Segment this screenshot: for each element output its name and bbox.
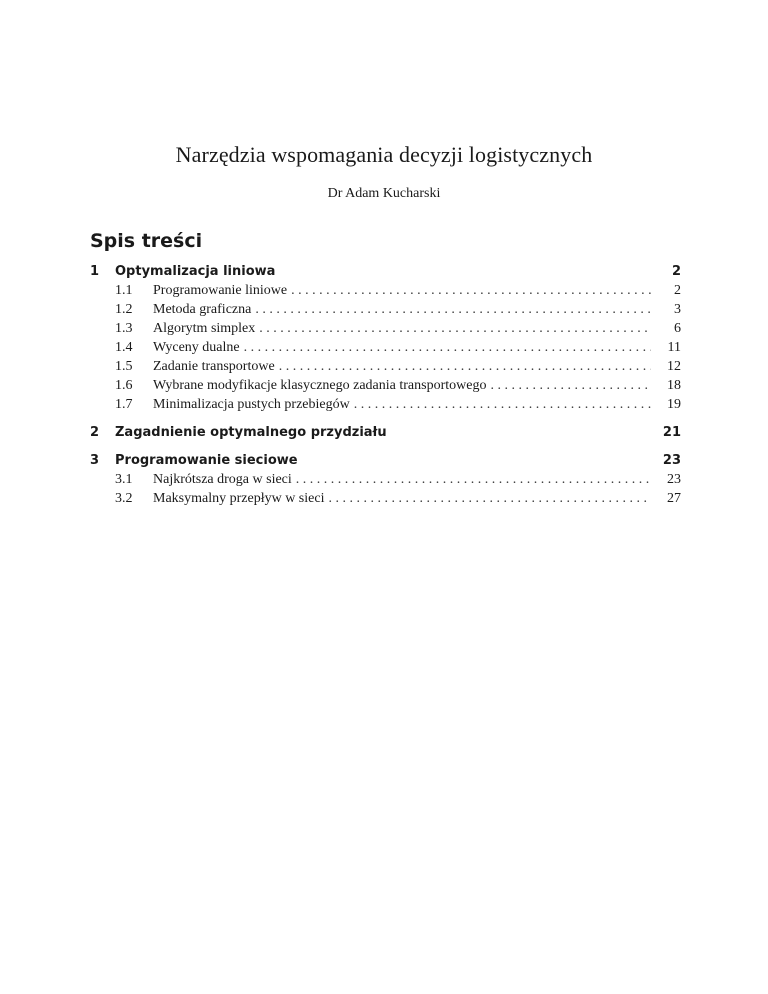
- toc-page-number: 23: [662, 453, 681, 468]
- document-title: Narzędzia wspomagania decyzji logistycznych: [175, 142, 593, 167]
- toc-section-number: 3: [90, 453, 100, 468]
- toc-entry-3-1[interactable]: [90, 470, 681, 489]
- toc-leader-dots: [244, 338, 651, 357]
- toc-entry-title: Najkrótsza droga w sieci: [153, 472, 292, 487]
- toc-entry-3-2[interactable]: [90, 489, 681, 508]
- toc-entry-1-5[interactable]: [90, 357, 681, 376]
- toc-page-number: 19: [667, 397, 681, 412]
- toc-section-number: 2: [90, 425, 100, 440]
- toc-entry-title: Programowanie liniowe: [153, 283, 288, 298]
- toc-leader-dots: [490, 376, 651, 395]
- toc-page-number: 2: [674, 283, 681, 298]
- toc-entry-title: Zadanie transportowe: [153, 359, 275, 374]
- toc-entry-number: 1.4: [115, 340, 133, 355]
- toc-leader-dots: [296, 470, 651, 489]
- toc-page-number: 23: [667, 472, 681, 487]
- toc-entry-title: Maksymalny przepływ w sieci: [153, 491, 325, 506]
- toc-entry-title: Algorytm simplex: [153, 321, 256, 336]
- toc-entry-1-3[interactable]: [90, 319, 681, 338]
- toc-leader-dots: [259, 319, 651, 338]
- toc-page-number: 18: [667, 378, 681, 393]
- toc-entry-title: Metoda graficzna: [153, 302, 252, 317]
- toc-entry-1-4[interactable]: [90, 338, 681, 357]
- toc-page-number: 6: [674, 321, 681, 336]
- toc-entry-number: 1.2: [115, 302, 133, 317]
- toc-entry-title: Wybrane modyfikacje klasycznego zadania transportowego: [153, 378, 487, 393]
- toc-leader-dots: [255, 300, 651, 319]
- toc-entry-number: 1.6: [115, 378, 133, 393]
- toc-section-number: 1: [90, 264, 100, 279]
- toc-page-number: 3: [674, 302, 681, 317]
- toc-entry-1-6[interactable]: [90, 376, 681, 395]
- toc-entry-1-2[interactable]: [90, 300, 681, 319]
- document-author: Dr Adam Kucharski: [327, 186, 441, 201]
- toc-leader-dots: [279, 357, 651, 376]
- toc-entry-number: 3.2: [115, 491, 133, 506]
- table-of-contents: [90, 262, 681, 508]
- toc-leader-dots: [354, 395, 651, 414]
- toc-entry-number: 1.3: [115, 321, 133, 336]
- toc-page-number: 12: [667, 359, 681, 374]
- toc-entry-title: Minimalizacja pustych przebiegów: [153, 397, 350, 412]
- toc-section-2[interactable]: [90, 423, 681, 442]
- toc-entry-number: 1.5: [115, 359, 133, 374]
- toc-entry-1-7[interactable]: [90, 395, 681, 414]
- toc-section-title: Zagadnienie optymalnego przydziału: [115, 425, 387, 440]
- toc-entry-number: 3.1: [115, 472, 133, 487]
- toc-page-number: 21: [662, 425, 681, 440]
- toc-page-number: 11: [667, 340, 681, 355]
- toc-section-3[interactable]: [90, 451, 681, 470]
- toc-section-1[interactable]: [90, 262, 681, 281]
- toc-page-number: 2: [671, 264, 681, 279]
- toc-section-title: Programowanie sieciowe: [115, 453, 298, 468]
- toc-entry-1-1[interactable]: [90, 281, 681, 300]
- toc-entry-number: 1.1: [115, 283, 133, 298]
- toc-heading: Spis treści: [90, 230, 203, 252]
- toc-section-title: Optymalizacja liniowa: [115, 264, 276, 279]
- toc-entry-title: Wyceny dualne: [153, 340, 240, 355]
- toc-leader-dots: [328, 489, 651, 508]
- toc-leader-dots: [291, 281, 651, 300]
- toc-page-number: 27: [667, 491, 681, 506]
- toc-entry-number: 1.7: [115, 397, 133, 412]
